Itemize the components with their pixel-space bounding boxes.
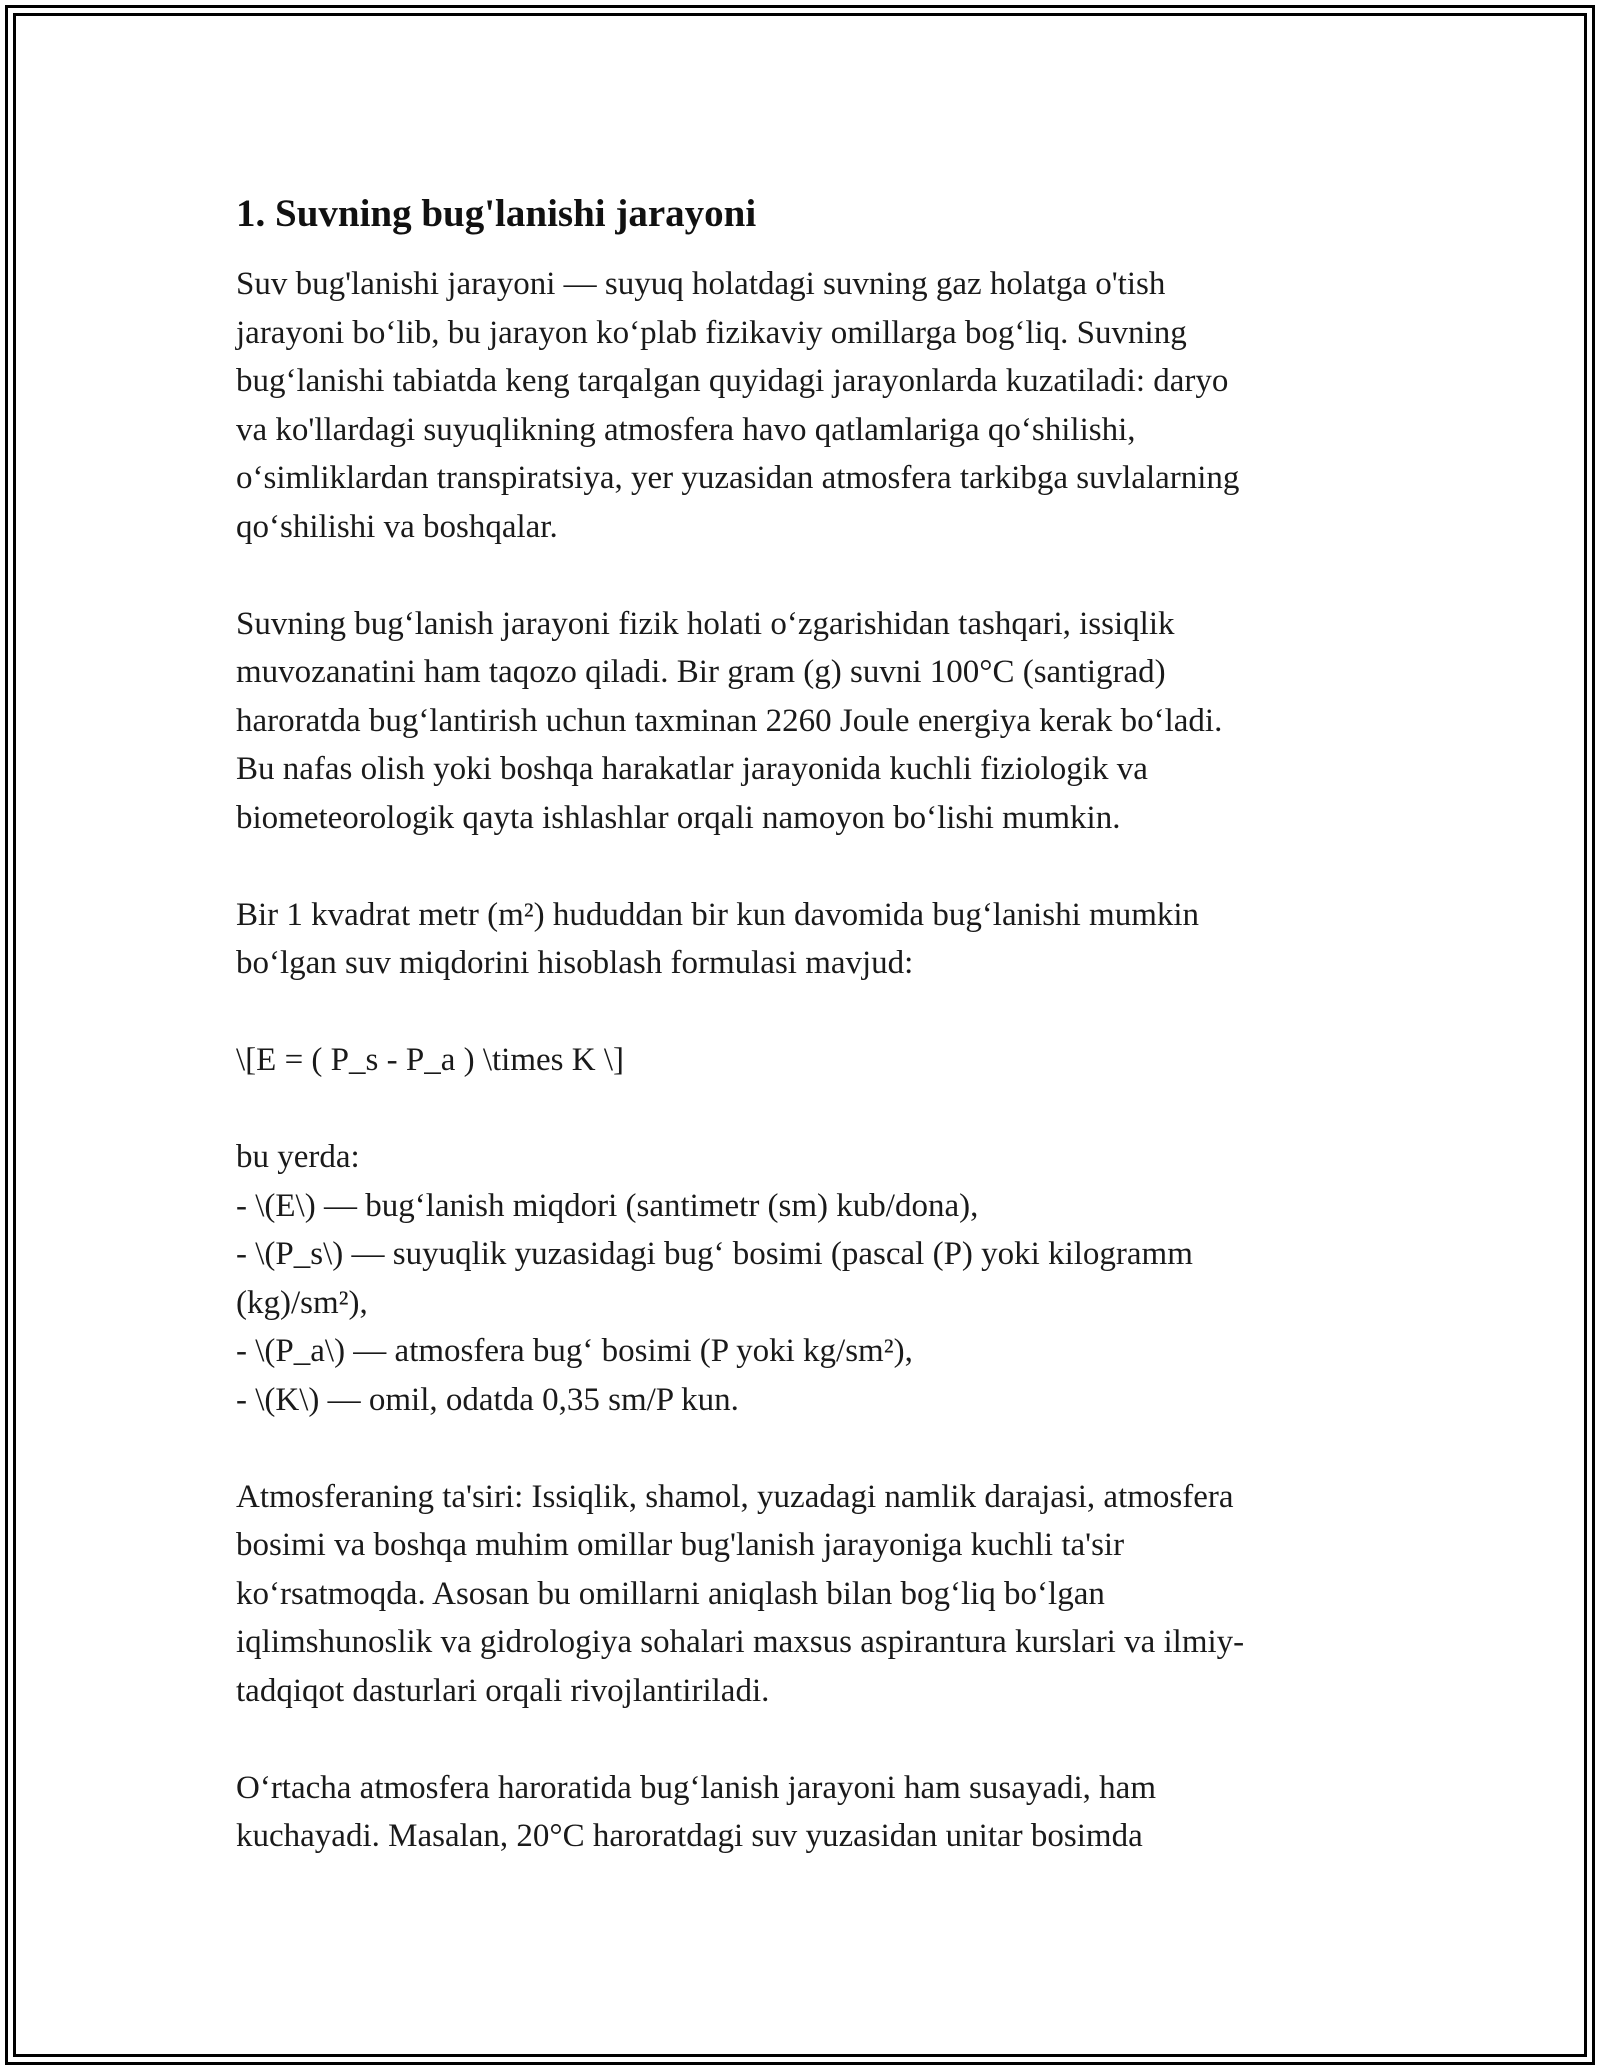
definition-item: - \(K\) — omil, odatda 0,35 sm/P kun. bbox=[236, 1381, 739, 1418]
paragraph-evaporation-intro bbox=[236, 260, 1376, 551]
text-line: haroratda bug‘lantirish uchun taxminan 2260 Joule energiya kerak bo‘ladi. bbox=[236, 702, 1223, 739]
text-line: kuchayadi. Masalan, 20°C haroratdagi suv yuzasidan unitar bosimda bbox=[236, 1818, 1143, 1854]
text-line: bo‘lgan suv miqdorini hisoblash formulasi mavjud: bbox=[236, 945, 914, 981]
definitions-intro: bu yerda: bbox=[236, 1139, 360, 1175]
text-line: qo‘shilishi va boshqalar. bbox=[236, 508, 558, 545]
paragraph-formula-intro bbox=[236, 891, 1376, 988]
text-line: Suvning bug‘lanish jarayoni fizik holati o‘zgarishidan tashqari, issiqlik bbox=[236, 605, 1175, 642]
text-line: Bir 1 kvadrat metr (m²) hududdan bir kun davomida bug‘lanishi mumkin bbox=[236, 896, 1200, 933]
paragraph-heat-balance bbox=[236, 600, 1376, 843]
definition-item: - \(P_s\) — suyuqlik yuzasidagi bug‘ bosimi (pascal (P) yoki kilogramm bbox=[236, 1236, 1193, 1272]
definition-item: (kg)/sm²), bbox=[236, 1284, 368, 1321]
paragraph-average-temperature bbox=[236, 1764, 1376, 1861]
text-line: Suv bug'lanishi jarayoni — suyuq holatdagi suvning gaz holatga o'tish bbox=[236, 266, 1166, 302]
text-line: Atmosferaning ta'siri: Issiqlik, shamol, yuzadagi namlik darajasi, atmosfera bbox=[236, 1478, 1234, 1515]
formula-text: \[E = ( P_s - P_a ) \times K \] bbox=[236, 1042, 624, 1078]
formula-definitions bbox=[236, 1133, 1376, 1424]
text-line: iqlimshunoslik va gidrologiya sohalari maxsus aspirantura kurslari va ilmiy- bbox=[236, 1624, 1245, 1660]
document-body bbox=[236, 180, 1376, 1909]
text-line: o‘simliklardan transpiratsiya, yer yuzasidan atmosfera tarkibga suvlalarning bbox=[236, 460, 1240, 496]
text-line: jarayoni bo‘lib, bu jarayon ko‘plab fizikaviy omillarga bog‘liq. Suvning bbox=[236, 314, 1187, 351]
paragraph-atmosphere-influence bbox=[236, 1473, 1376, 1716]
text-line: biometeorologik qayta ishlashlar orqali namoyon bo‘lishi mumkin. bbox=[236, 799, 1121, 836]
text-line: O‘rtacha atmosfera haroratida bug‘lanish jarayoni ham susayadi, ham bbox=[236, 1769, 1156, 1806]
text-line: muvozanatini ham taqozo qiladi. Bir gram (g) suvni 100°C (santigrad) bbox=[236, 654, 1166, 690]
text-line: tadqiqot dasturlari orqali rivojlantiriladi. bbox=[236, 1672, 770, 1709]
text-line: Bu nafas olish yoki boshqa harakatlar jarayonida kuchli fiziologik va bbox=[236, 751, 1148, 787]
text-line: bosimi va boshqa muhim omillar bug'lanish jarayoniga kuchli ta'sir bbox=[236, 1527, 1125, 1563]
text-line: bug‘lanishi tabiatda keng tarqalgan quyidagi jarayonlarda kuzatiladi: daryo bbox=[236, 363, 1229, 399]
definition-item: - \(P_a\) — atmosfera bug‘ bosimi (P yoki kg/sm²), bbox=[236, 1333, 913, 1369]
text-line: ko‘rsatmoqda. Asosan bu omillarni aniqlash bilan bog‘liq bo‘lgan bbox=[236, 1575, 1105, 1612]
text-line: va ko'llardagi suyuqlikning atmosfera havo qatlamlariga qo‘shilishi, bbox=[236, 411, 1136, 448]
definition-item: - \(E\) — bug‘lanish miqdori (santimetr (sm) kub/dona), bbox=[236, 1187, 979, 1224]
section-title: 1. Suvning bug'lanishi jarayoni bbox=[236, 192, 757, 235]
formula bbox=[236, 1036, 1376, 1085]
